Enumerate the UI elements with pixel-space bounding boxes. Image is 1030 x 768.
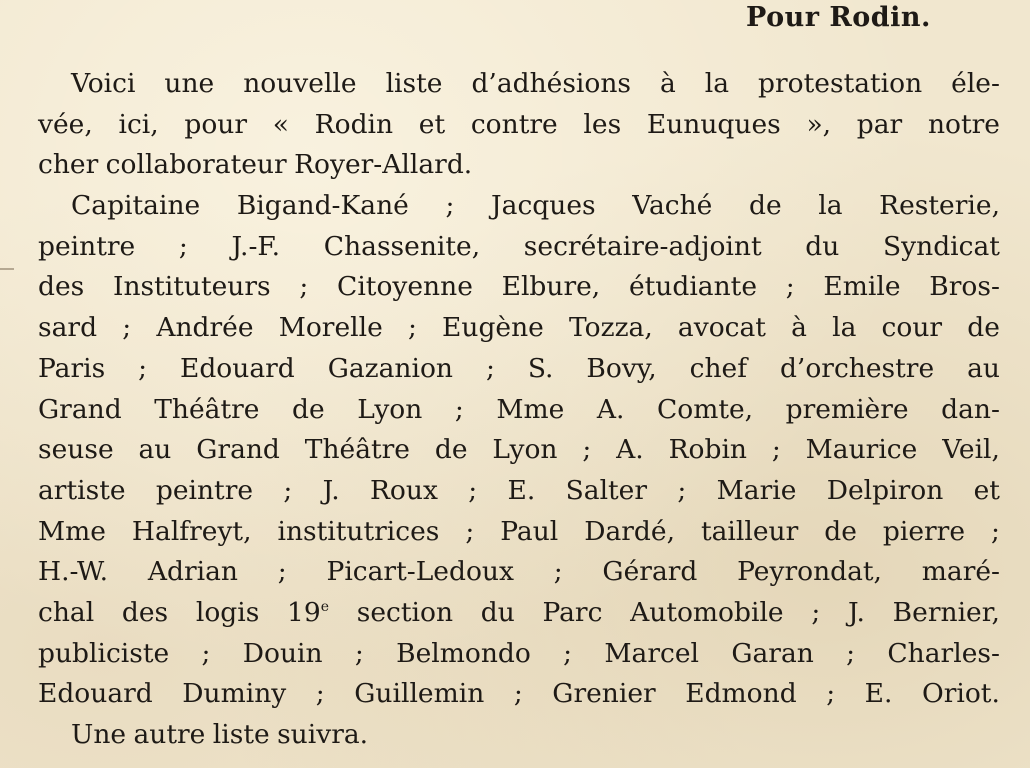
- text-line: des Instituteurs ; Citoyenne Elbure, étudiante ; Emile Bros-: [38, 271, 1000, 303]
- article-title: Pour Rodin.: [746, 2, 931, 33]
- text-line-superscript: chal des logis 19e section du Parc Automobile ; J. Bernier,: [38, 596, 1000, 628]
- text-line: Edouard Duminy ; Guillemin ; Grenier Edmond ; E. Oriot.: [38, 678, 1000, 710]
- text-line: publiciste ; Douin ; Belmondo ; Marcel Garan ; Charles-: [38, 637, 1000, 669]
- text-line: Mme Halfreyt, institutrices ; Paul Dardé, tailleur de pierre ;: [38, 515, 1000, 547]
- text-line: cher collaborateur Royer-Allard.: [38, 149, 473, 181]
- text-line: seuse au Grand Théâtre de Lyon ; A. Robin ; Maurice Veil,: [38, 434, 1000, 466]
- text-line: Capitaine Bigand-Kané ; Jacques Vaché de la Resterie,: [71, 190, 1000, 222]
- text-line: Paris ; Edouard Gazanion ; S. Bovy, chef d’orchestre au: [38, 352, 1000, 384]
- text-line: peintre ; J.-F. Chassenite, secrétaire-adjoint du Syndicat: [38, 230, 1000, 262]
- text-line: Grand Théâtre de Lyon ; Mme A. Comte, première dan-: [38, 393, 1000, 425]
- article-body: [38, 64, 1000, 756]
- text-line: Une autre liste suivra.: [71, 719, 369, 750]
- text-line: Voici une nouvelle liste d’adhésions à la protestation éle-: [71, 68, 1000, 99]
- text-line: artiste peintre ; J. Roux ; E. Salter ; Marie Delpiron et: [38, 474, 1000, 506]
- text-line: sard ; Andrée Morelle ; Eugène Tozza, avocat à la cour de: [38, 312, 1000, 344]
- text-line: H.-W. Adrian ; Picart-Ledoux ; Gérard Peyrondat, maré-: [38, 556, 1000, 588]
- page-edge-mark: [0, 268, 14, 270]
- text-line: vée, ici, pour « Rodin et contre les Eunuques », par notre: [38, 108, 1000, 140]
